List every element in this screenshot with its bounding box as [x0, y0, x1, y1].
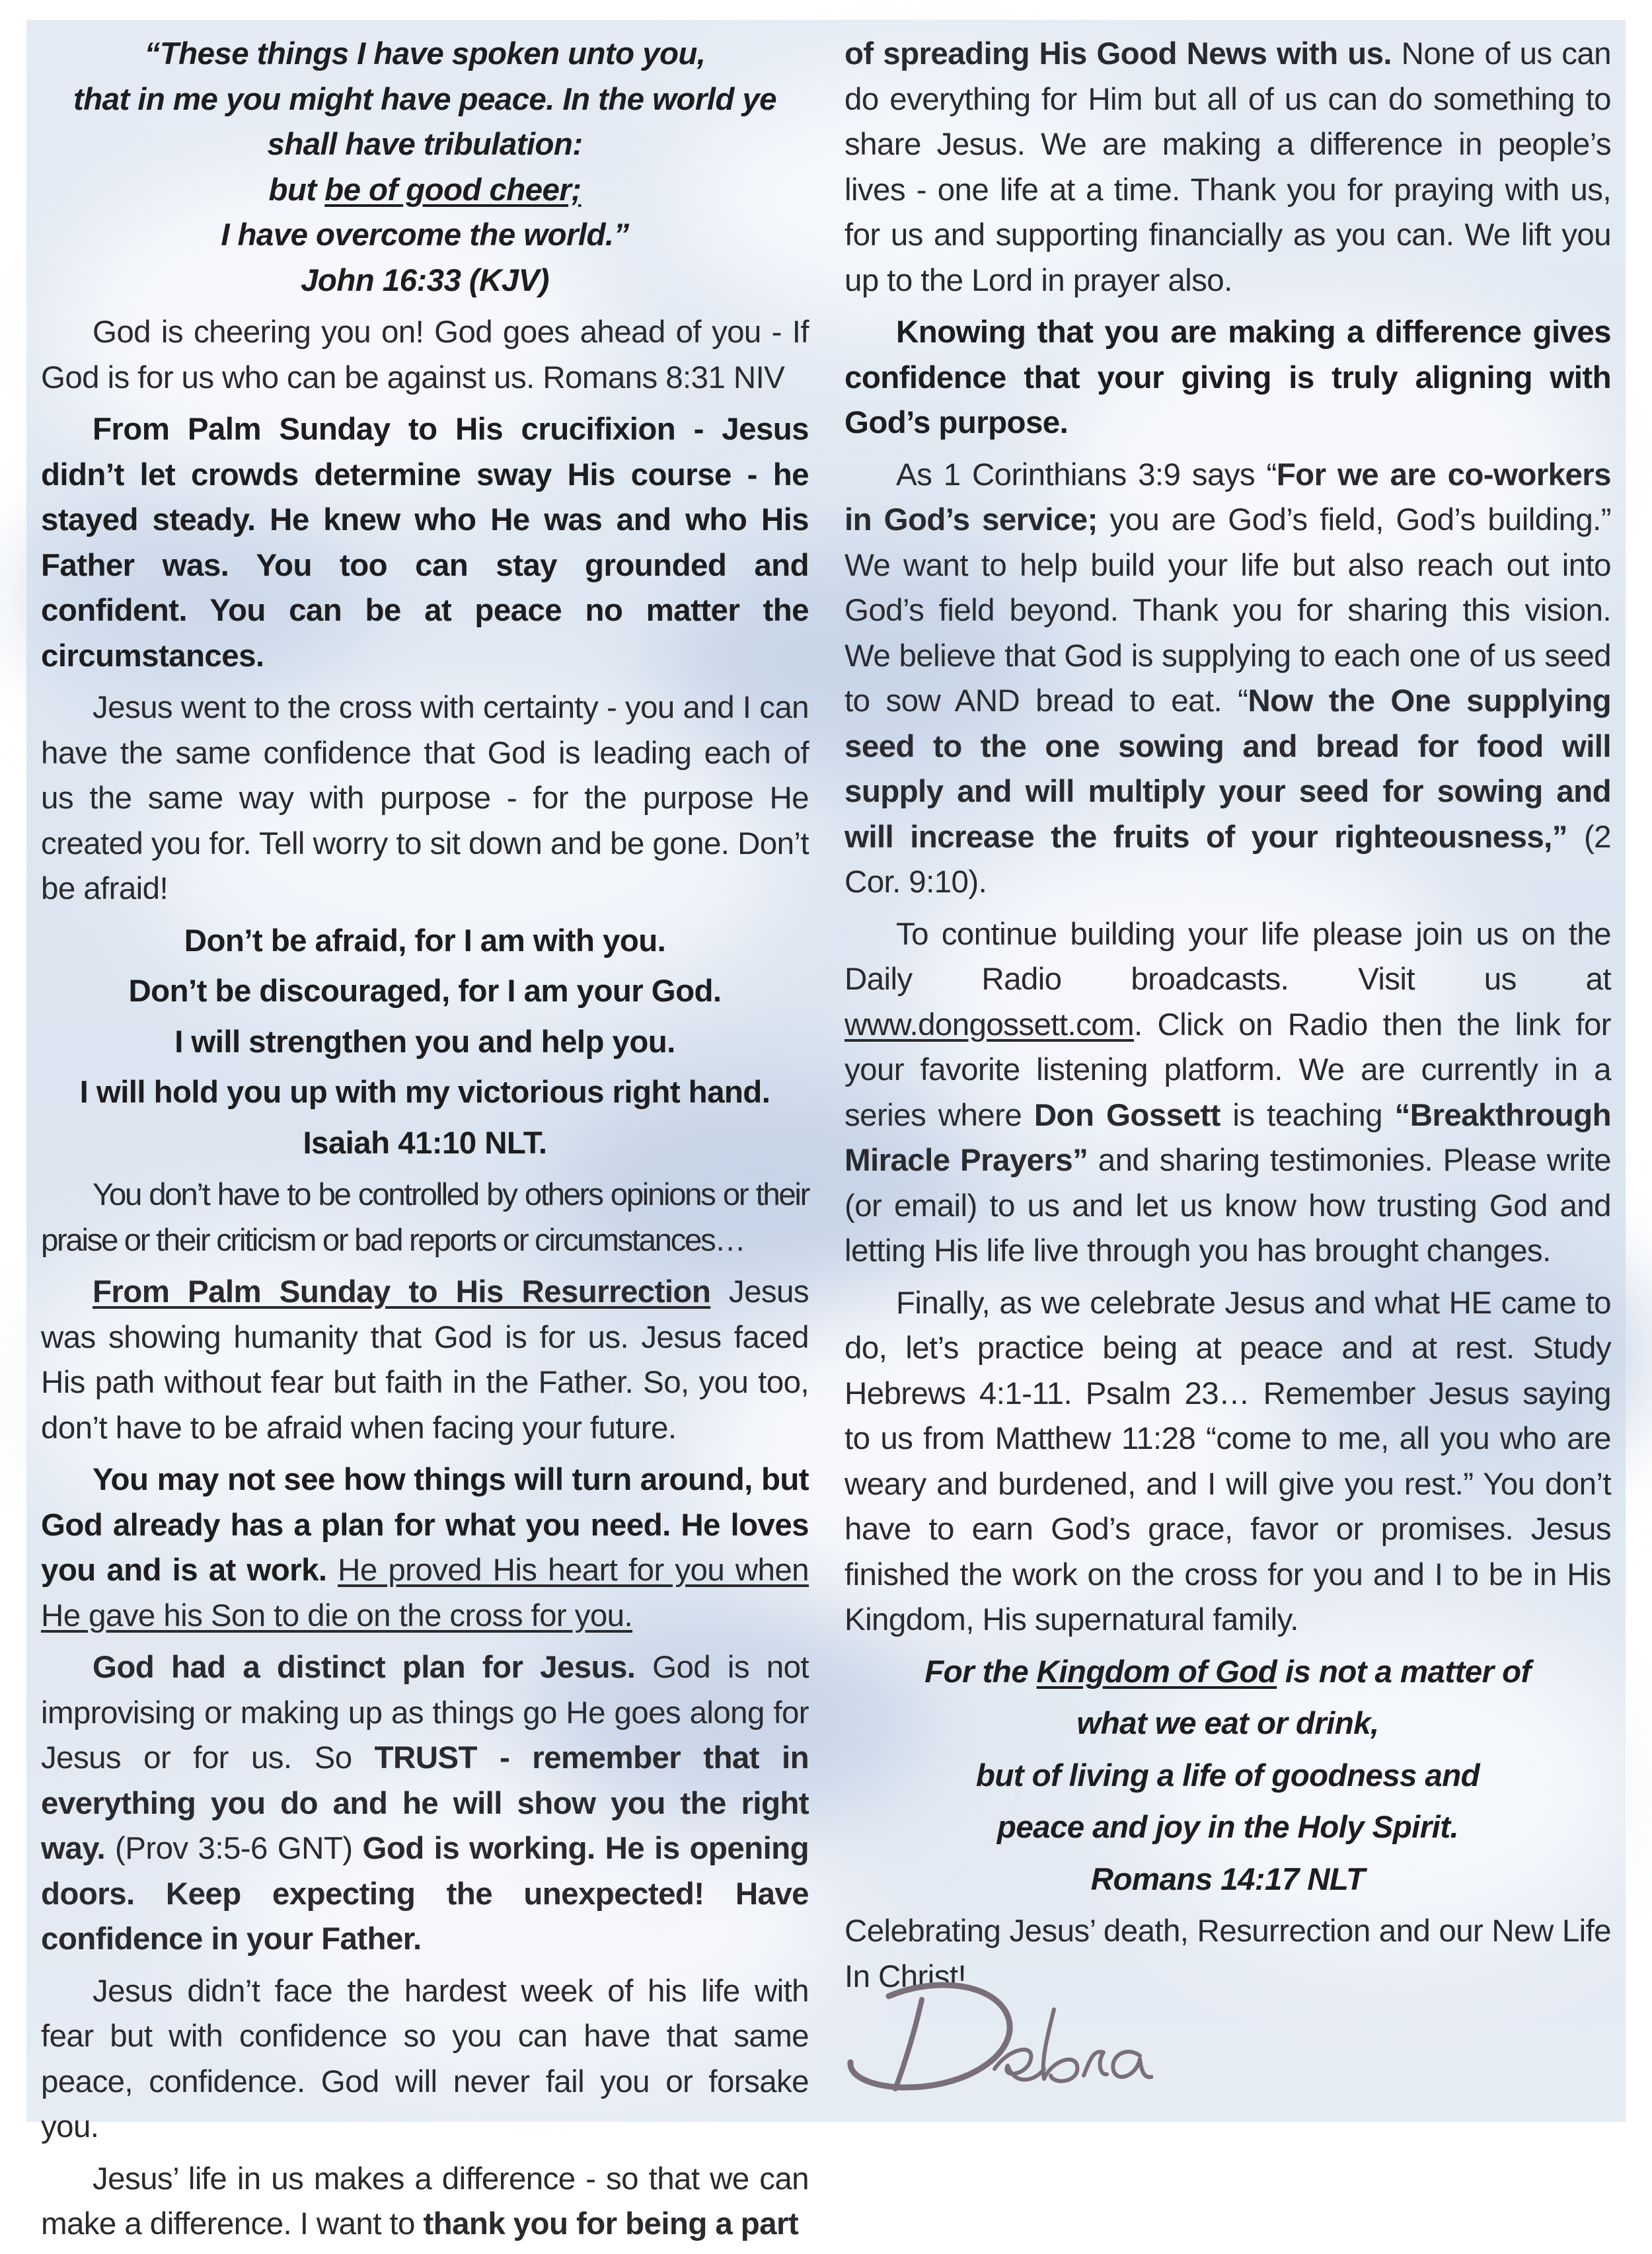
closing-line: Celebrating Jesus’ death, Resurrection and our New Life In Christ!: [845, 1914, 1611, 1994]
verse-text: is not a matter of: [1277, 1654, 1531, 1690]
paragraph: [41, 1270, 809, 1451]
bold-paragraph: Knowing that you are making a difference gives confidence that your giving is truly aligning with God’s purpose.: [845, 315, 1611, 440]
bold-text: God is working. He is opening doors. Keep expecting the unexpected! Have confidence in your Father.: [41, 1831, 809, 1957]
verse-line: I have overcome the world.”: [221, 217, 629, 253]
verse-line: that in me you might have peace. In the world ye shall have tribulation:: [73, 81, 776, 162]
verse-line: [41, 168, 809, 214]
paragraph-text: you are God’s field, God’s building.” We want to help build your life but also reach out into God’s field beyond. Thank you for sharing this vision. We believe that God is supplying to each one of us seed to sow AND bread to eat. “: [845, 502, 1611, 719]
paragraph-text: . Click on Radio then the link for your favorite listening platform. We are currently in a series where: [845, 1007, 1611, 1133]
right-column: [845, 32, 1611, 2006]
paragraph: God is cheering you on! God goes ahead of you - If God is for us who can be against us. Romans 8:31 NIV: [41, 315, 809, 395]
bold-text: You may not see how things will turn around, but God already has a plan for what you need. He loves you and is at work.: [41, 1462, 809, 1588]
paragraph: [41, 1457, 809, 1639]
verse-isaiah-41-10: [41, 919, 809, 1167]
bold-text: God had a distinct plan for Jesus.: [93, 1650, 636, 1685]
verse-line: [845, 1650, 1611, 1695]
debra-signature: [843, 1970, 1153, 2109]
verse-text: For the: [924, 1654, 1037, 1690]
paragraph-text: To continue building your life please join us on the Daily Radio broadcasts. Visit us at: [845, 916, 1611, 997]
paragraph-text: As 1 Corinthians 3:9 says “: [896, 457, 1277, 492]
verse-reference: John 16:33 (KJV): [301, 262, 549, 298]
bold-text: Now the One supplying seed to the one sowing and bread for food will supply and will multiply your seed for sowing and will increase the fruits of your righteousness,”: [845, 683, 1611, 855]
paragraph-text: Jesus’ life in us makes a difference - so that we can make a difference. I want to: [41, 2161, 809, 2241]
bold-text: Don Gossett: [1033, 1097, 1220, 1133]
underlined-heading: From Palm Sunday to His Resurrection: [93, 1274, 711, 1309]
bold-paragraph: From Palm Sunday to His crucifixion - Jesus didn’t let crowds determine sway His course - he stayed steady. He knew who He was and who His Father was. You too can stay grounded and confident. You can be at peace no matter the circumstances.: [41, 412, 809, 674]
verse-line: Don’t be afraid, for I am with you.: [184, 923, 666, 958]
paragraph-text: and sharing testimonies. Please write (or email) to us and let us know how trusting God and letting His life live through you has brought changes.: [845, 1143, 1611, 1268]
verse-line: “These things I have spoken unto you,: [144, 36, 706, 71]
verse-line: but of living a life of goodness and: [975, 1758, 1480, 1793]
bold-text: “Breakthrough Miracle Prayers”: [845, 1097, 1611, 1178]
bold-text: of spreading His Good News with us.: [845, 36, 1392, 71]
verse-line: what we eat or drink,: [1076, 1706, 1379, 1741]
paragraph: Jesus went to the cross with certainty - you and I can have the same confidence that God is leading each of us the same way with purpose - for the purpose He created you for. Tell worry to sit down and be gone. Don’t be afraid!: [41, 690, 809, 906]
paragraph: [845, 32, 1611, 303]
paragraph-text: is teaching: [1220, 1097, 1395, 1133]
bold-text: For we are co-workers in God’s service;: [845, 457, 1611, 537]
paragraph: [41, 2157, 809, 2247]
paragraph: [845, 453, 1611, 906]
left-column: [41, 32, 809, 2254]
paragraph-text: None of us can do everything for Him but all of us can do something to share Jesus. We are making a difference in people’s lives - one life at a time. Thank you for praying with us, for us and supporting financially as you can. We lift you up to the Lord in prayer also.: [845, 36, 1611, 298]
verse-line: peace and joy in the Holy Spirit.: [996, 1810, 1459, 1845]
verse-reference: Romans 14:17 NLT: [1090, 1861, 1365, 1897]
paragraph-text: (Prov 3:5-6 GNT): [105, 1831, 363, 1866]
verse-underlined-text: Kingdom of God: [1036, 1654, 1277, 1690]
verse-line: I will hold you up with my victorious right hand.: [79, 1075, 770, 1110]
verse-romans-14-17: [845, 1650, 1611, 1903]
verse-line: I will strengthen you and help you.: [174, 1024, 675, 1060]
paragraph: [845, 912, 1611, 1274]
verse-underlined-text: be of good cheer;: [324, 172, 582, 208]
bold-text: thank you for being a part: [423, 2206, 799, 2241]
verse-reference: Isaiah 41:10 NLT.: [303, 1125, 547, 1161]
paragraph-text: (2 Cor. 9:10).: [845, 819, 1611, 900]
underlined-text: He proved His heart for you when He gave his Son to die on the cross for you.: [41, 1553, 809, 1633]
paragraph-text: God is not improvising or making up as things go He goes along for Jesus or for us. So: [41, 1650, 809, 1775]
paragraph: Jesus didn’t face the hardest week of his life with fear but with confidence so you can have that same peace, confidence. God will never fail you or forsake you.: [41, 1973, 809, 2144]
bold-text: TRUST - remember that in everything you do and he will show you the right way.: [41, 1740, 809, 1866]
verse-line: Don’t be discouraged, for I am your God.: [128, 974, 722, 1009]
paragraph: [41, 1645, 809, 1963]
verse-john-16-33: [41, 32, 809, 303]
paragraph-text: Jesus was showing humanity that God is for us. Jesus faced His path without fear but faith in the Father. So, you too, don’t have to be afraid when facing your future.: [41, 1274, 809, 1446]
verse-text: but: [268, 172, 325, 208]
website-link[interactable]: www.dongossett.com: [845, 1007, 1135, 1042]
paragraph: You don’t have to be controlled by others opinions or their praise or their criticism or bad reports or circumstances…: [41, 1177, 809, 1258]
paragraph: Finally, as we celebrate Jesus and what HE came to do, let’s practice being at peace and at rest. Study Hebrews 4:1-11. Psalm 23… Remember Jesus saying to us from Matthew 11:28 “come to me, all you who are weary and burdened, and I will give you rest.” You don’t have to earn God’s grace, favor or promises. Jesus finished the work on the cross for you and I to be in His Kingdom, His supernatural family.: [845, 1285, 1611, 1637]
